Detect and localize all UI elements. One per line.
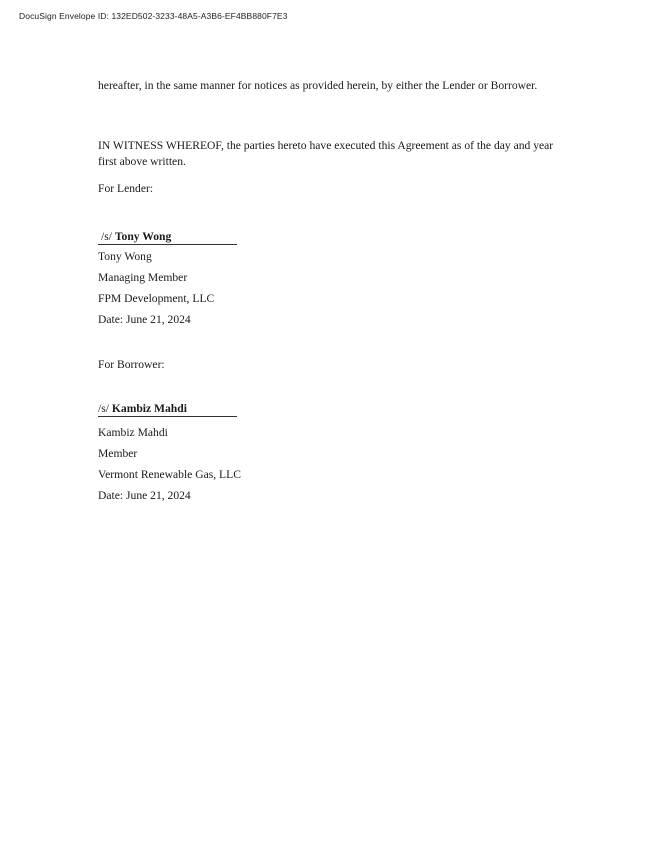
- borrower-company: Vermont Renewable Gas, LLC: [98, 468, 241, 481]
- lender-date: Date: June 21, 2024: [98, 313, 191, 326]
- lender-name: Tony Wong: [98, 250, 152, 263]
- borrower-heading: For Borrower:: [98, 358, 165, 371]
- lender-signature-name: Tony Wong: [114, 230, 172, 243]
- lender-company: FPM Development, LLC: [98, 292, 215, 305]
- lender-heading: For Lender:: [98, 182, 154, 195]
- borrower-signature-prefix: /s/: [98, 402, 109, 415]
- envelope-id: DocuSign Envelope ID: 132ED502-3233-48A5-A3B6-EF4BB880F7E3: [19, 11, 288, 21]
- borrower-signature-line: [98, 402, 237, 417]
- lender-signature-prefix: /s/: [101, 230, 112, 243]
- borrower-signature-name: Kambiz Mahdi: [111, 402, 187, 415]
- witness-paragraph: IN WITNESS WHEREOF, the parties hereto have executed this Agreement as of the day and year first above written.: [98, 139, 554, 168]
- lender-title: Managing Member: [98, 271, 188, 284]
- borrower-title: Member: [98, 447, 138, 460]
- lender-signature-line: [98, 230, 237, 245]
- continuation-paragraph: hereafter, in the same manner for notices as provided herein, by either the Lender or Borrower.: [98, 79, 538, 92]
- borrower-name: Kambiz Mahdi: [98, 426, 168, 439]
- borrower-date: Date: June 21, 2024: [98, 489, 191, 502]
